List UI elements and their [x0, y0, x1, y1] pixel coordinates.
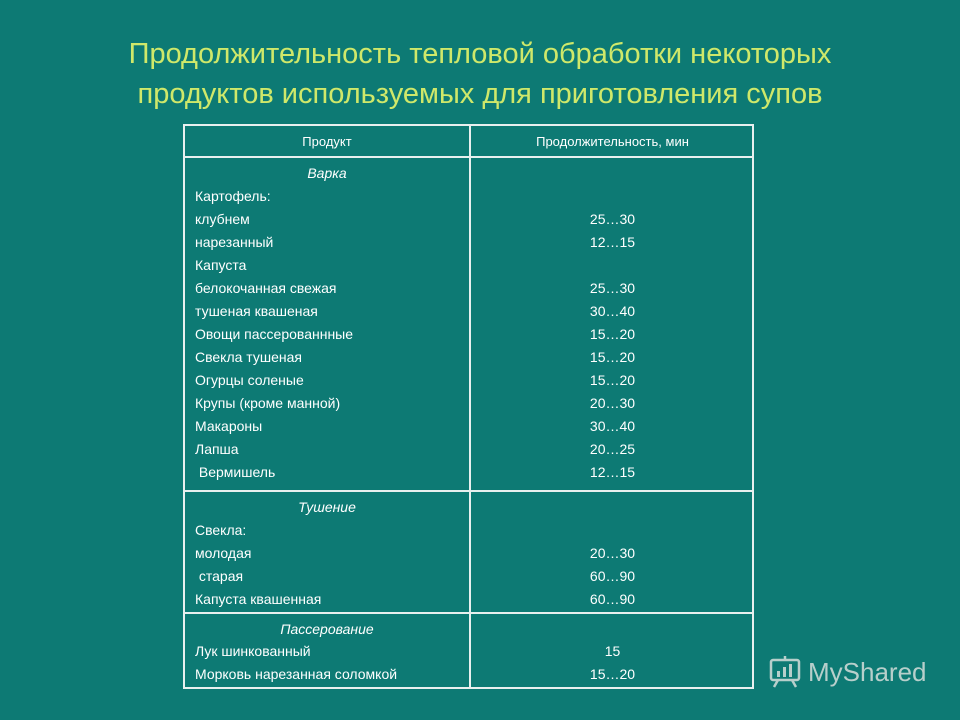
product-column-boiling: [195, 185, 353, 484]
time-cell: 15…20: [589, 326, 636, 342]
time-column-sauteing: [471, 640, 754, 686]
section-divider: [185, 612, 752, 614]
header-divider: [185, 156, 752, 158]
product-cell: Капуста: [195, 257, 247, 273]
product-cell: тушеная квашеная: [195, 303, 318, 319]
time-cell: 30…40: [589, 303, 636, 319]
time-cell: 15…20: [589, 349, 636, 365]
product-cell: Лук шинкованный: [195, 643, 311, 659]
presentation-board-icon: [768, 655, 802, 689]
product-cell: нарезанный: [195, 234, 274, 250]
product-cell: Капуста квашенная: [195, 591, 322, 607]
header-duration: Продолжительность, мин: [536, 134, 689, 149]
product-cell: Морковь нарезанная соломкой: [195, 666, 398, 682]
product-cell: Огурцы соленые: [195, 372, 304, 388]
product-cell: Лапша: [195, 441, 239, 457]
product-cell: Крупы (кроме манной): [195, 395, 341, 411]
time-cell: 60…90: [589, 591, 636, 607]
product-cell: старая: [195, 568, 244, 584]
time-cell: 25…30: [589, 280, 636, 296]
title-line-1: Продолжительность тепловой обработки некоторых: [128, 38, 832, 70]
time-cell: [471, 185, 754, 208]
product-column-sauteing: [195, 640, 397, 686]
header-product: Продукт: [302, 134, 352, 149]
product-cell: Вермишель: [195, 464, 276, 480]
myshared-watermark: [768, 655, 927, 689]
product-cell: Свекла тушеная: [195, 349, 302, 365]
time-cell: 20…25: [589, 441, 636, 457]
time-column-boiling: [471, 185, 754, 484]
time-cell: 30…40: [589, 418, 636, 434]
time-cell: [471, 519, 754, 542]
section-title-sauteing: Пассерование: [280, 621, 374, 637]
product-cell: молодая: [195, 545, 252, 561]
time-cell: 12…15: [589, 234, 636, 250]
time-cell: 60…90: [589, 568, 636, 584]
product-column-stewing: [195, 519, 321, 611]
time-cell: 15…20: [589, 372, 636, 388]
section-title-stewing: Тушение: [298, 499, 356, 515]
time-column-stewing: [471, 519, 754, 611]
product-cell: белокочанная свежая: [195, 280, 337, 296]
section-title-boiling: Варка: [307, 165, 347, 181]
product-cell: Овощи пассерованнные: [195, 326, 354, 342]
product-cell: Картофель:: [195, 188, 271, 204]
watermark-text: MyShared: [808, 656, 927, 687]
time-cell: 20…30: [589, 395, 636, 411]
cooking-time-table: [183, 124, 754, 689]
time-cell: 15: [604, 643, 621, 659]
product-cell: Свекла:: [195, 522, 247, 538]
section-divider: [185, 490, 752, 492]
time-cell: [471, 254, 754, 277]
time-cell: 25…30: [589, 211, 636, 227]
time-cell: 20…30: [589, 545, 636, 561]
slide-title: [0, 34, 960, 114]
product-cell: клубнем: [195, 211, 250, 227]
product-cell: Макароны: [195, 418, 263, 434]
title-line-2: продуктов используемых для приготовления супов: [137, 78, 823, 110]
time-cell: 15…20: [589, 666, 636, 682]
time-cell: 12…15: [589, 464, 636, 480]
